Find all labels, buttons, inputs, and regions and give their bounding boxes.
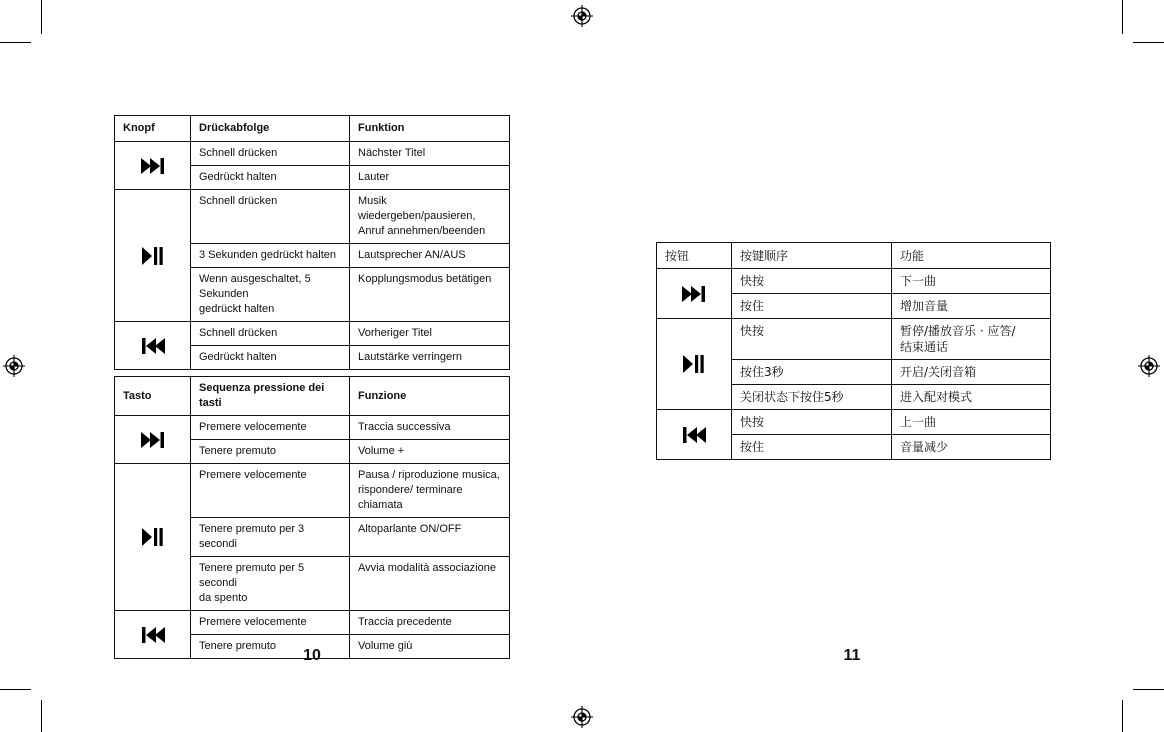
button-cell xyxy=(115,611,191,659)
header-function: 功能 xyxy=(892,243,1051,269)
page-number-right: 11 xyxy=(843,647,861,664)
press-sequence-cell: 关闭状态下按住5秒 xyxy=(732,385,892,410)
header-sequence: 按键顺序 xyxy=(732,243,892,269)
press-sequence-cell: 按住 xyxy=(732,435,892,460)
header-button: Tasto xyxy=(115,377,191,416)
table-row xyxy=(115,416,510,440)
function-cell: 暂停/播放音乐 · 应答/ 结束通话 xyxy=(892,319,1051,360)
function-cell: Nächster Titel xyxy=(350,142,510,166)
skip-back-icon xyxy=(115,337,190,355)
function-cell: 上一曲 xyxy=(892,410,1051,435)
registration-mark-icon xyxy=(571,5,593,27)
table-row xyxy=(115,464,510,518)
function-cell: Avvia modalità associazione xyxy=(350,557,510,611)
function-cell: 进入配对模式 xyxy=(892,385,1051,410)
table-header-row xyxy=(657,243,1051,269)
table-header-row xyxy=(115,116,510,142)
press-sequence-cell: 快按 xyxy=(732,319,892,360)
function-cell: Lautstärke verringern xyxy=(350,346,510,370)
table-row xyxy=(115,190,510,244)
table-header-row xyxy=(115,377,510,416)
function-cell: Vorheriger Titel xyxy=(350,322,510,346)
function-cell: Volume + xyxy=(350,440,510,464)
function-cell: Pausa / riproduzione musica, rispondere/ terminare chiamata xyxy=(350,464,510,518)
button-cell xyxy=(657,319,732,410)
press-sequence-cell: Schnell drücken xyxy=(191,142,350,166)
table-row xyxy=(657,269,1051,294)
crop-mark xyxy=(41,0,42,34)
registration-mark-icon xyxy=(3,355,25,377)
press-sequence-cell: Premere velocemente xyxy=(191,416,350,440)
play-pause-icon xyxy=(657,354,731,374)
press-sequence-cell: Gedrückt halten xyxy=(191,166,350,190)
press-sequence-cell: Schnell drücken xyxy=(191,190,350,244)
press-sequence-cell: Tenere premuto xyxy=(191,635,350,659)
function-cell: 音量减少 xyxy=(892,435,1051,460)
function-cell: Musik wiedergeben/pausieren, Anruf annehmen/beenden xyxy=(350,190,510,244)
play-pause-icon xyxy=(115,527,190,547)
function-cell: 下一曲 xyxy=(892,269,1051,294)
function-cell: Traccia successiva xyxy=(350,416,510,440)
table-row xyxy=(115,611,510,635)
press-sequence-cell: 快按 xyxy=(732,269,892,294)
function-cell: Kopplungsmodus betätigen xyxy=(350,268,510,322)
page-number-left: 10 xyxy=(303,647,321,664)
button-cell xyxy=(115,142,191,190)
press-sequence-cell: 按住 xyxy=(732,294,892,319)
table-row xyxy=(115,142,510,166)
skip-forward-icon xyxy=(657,285,731,303)
button-cell xyxy=(657,410,732,460)
skip-forward-icon xyxy=(115,431,190,449)
press-sequence-cell: Gedrückt halten xyxy=(191,346,350,370)
press-sequence-cell: Tenere premuto per 3 secondi xyxy=(191,518,350,557)
function-cell: 增加音量 xyxy=(892,294,1051,319)
header-function: Funktion xyxy=(350,116,510,142)
function-cell: Altoparlante ON/OFF xyxy=(350,518,510,557)
function-cell: Lauter xyxy=(350,166,510,190)
function-cell: Traccia precedente xyxy=(350,611,510,635)
press-sequence-cell: 快按 xyxy=(732,410,892,435)
press-sequence-cell: 3 Sekunden gedrückt halten xyxy=(191,244,350,268)
header-sequence: Drückabfolge xyxy=(191,116,350,142)
skip-back-icon xyxy=(657,426,731,444)
skip-back-icon xyxy=(115,626,190,644)
button-cell xyxy=(115,464,191,611)
function-cell: 开启/关闭音箱 xyxy=(892,360,1051,385)
press-sequence-cell: 按住3秒 xyxy=(732,360,892,385)
header-sequence: Sequenza pressione dei tasti xyxy=(191,377,350,416)
press-sequence-cell: Premere velocemente xyxy=(191,611,350,635)
crop-mark xyxy=(0,689,31,690)
registration-mark-icon xyxy=(1138,355,1160,377)
press-sequence-cell: Schnell drücken xyxy=(191,322,350,346)
header-button: 按钮 xyxy=(657,243,732,269)
press-sequence-cell: Premere velocemente xyxy=(191,464,350,518)
button-cell xyxy=(657,269,732,319)
crop-mark xyxy=(1133,42,1164,43)
skip-forward-icon xyxy=(115,157,190,175)
crop-mark xyxy=(1122,0,1123,34)
crop-mark xyxy=(1133,689,1164,690)
crop-mark xyxy=(0,42,31,43)
header-button: Knopf xyxy=(115,116,191,142)
button-function-table-italian xyxy=(114,376,510,659)
button-function-table-chinese xyxy=(656,242,1051,460)
button-function-table-german xyxy=(114,115,510,370)
registration-mark-icon xyxy=(571,706,593,728)
play-pause-icon xyxy=(115,246,190,266)
table-row xyxy=(657,319,1051,360)
button-cell xyxy=(115,190,191,322)
table-row xyxy=(657,410,1051,435)
crop-mark xyxy=(1122,700,1123,732)
function-cell: Lautsprecher AN/AUS xyxy=(350,244,510,268)
press-sequence-cell: Wenn ausgeschaltet, 5 Sekunden gedrückt halten xyxy=(191,268,350,322)
header-function: Funzione xyxy=(350,377,510,416)
button-cell xyxy=(115,322,191,370)
press-sequence-cell: Tenere premuto xyxy=(191,440,350,464)
crop-mark xyxy=(41,700,42,732)
table-row xyxy=(115,322,510,346)
button-cell xyxy=(115,416,191,464)
function-cell: Volume giù xyxy=(350,635,510,659)
press-sequence-cell: Tenere premuto per 5 secondi da spento xyxy=(191,557,350,611)
